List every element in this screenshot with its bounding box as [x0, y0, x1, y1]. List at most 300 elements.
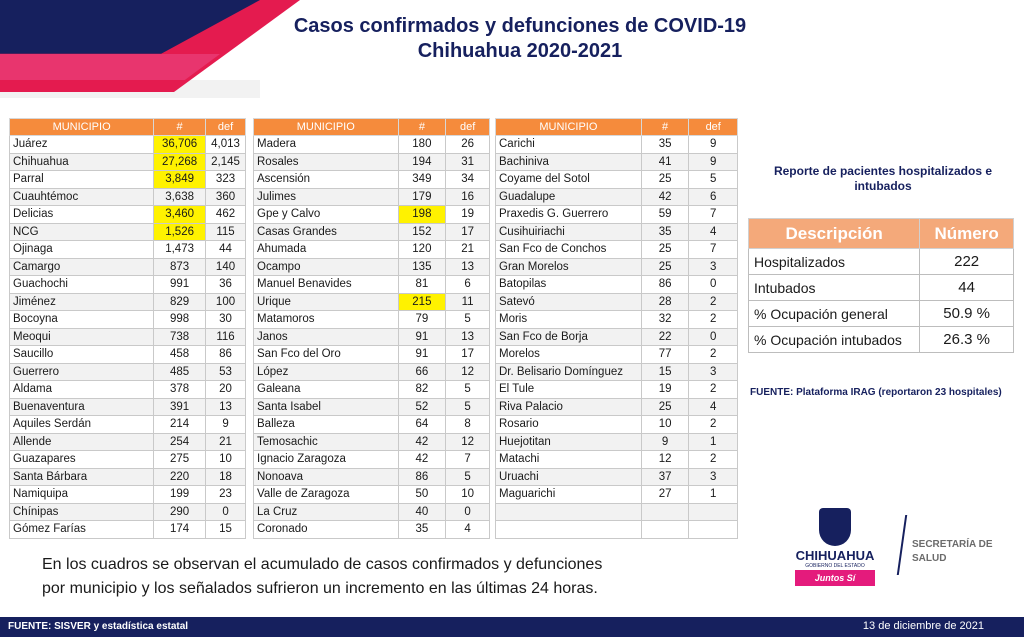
municipio-name: Batopilas — [496, 276, 642, 294]
death-count — [689, 521, 738, 539]
death-count: 100 — [206, 293, 246, 311]
case-count: 3,638 — [154, 188, 206, 206]
table-row — [10, 258, 246, 276]
case-count: 25 — [641, 171, 689, 189]
death-count: 10 — [446, 486, 490, 504]
municipio-name: Galeana — [254, 381, 399, 399]
table-row — [496, 468, 738, 486]
table-row — [10, 276, 246, 294]
case-count: 79 — [398, 311, 446, 329]
col-municipio: MUNICIPIO — [496, 119, 642, 136]
death-count: 6 — [689, 188, 738, 206]
col-def: def — [689, 119, 738, 136]
municipio-name: Valle de Zaragoza — [254, 486, 399, 504]
death-count: 10 — [206, 451, 246, 469]
table-row — [496, 276, 738, 294]
municipio-name: Maguarichi — [496, 486, 642, 504]
decor-stripe-pink — [0, 54, 220, 80]
case-count: 9 — [641, 433, 689, 451]
municipio-name: Satevó — [496, 293, 642, 311]
col-def: def — [206, 119, 246, 136]
report-value: 50.9 % — [920, 301, 1014, 327]
death-count: 16 — [446, 188, 490, 206]
death-count: 0 — [689, 328, 738, 346]
table-row — [496, 328, 738, 346]
case-count: 19 — [641, 381, 689, 399]
table-row — [496, 153, 738, 171]
report-row — [749, 327, 1014, 353]
case-count: 91 — [398, 328, 446, 346]
logo-juntos: Juntos Sí podemos — [795, 570, 875, 586]
table-header-row — [496, 119, 738, 136]
case-count: 873 — [154, 258, 206, 276]
table-header-row — [254, 119, 490, 136]
municipio-name: San Fco de Borja — [496, 328, 642, 346]
table-row — [10, 486, 246, 504]
case-count: 829 — [154, 293, 206, 311]
death-count: 2 — [689, 451, 738, 469]
table-row — [496, 241, 738, 259]
report-source: FUENTE: Plataforma IRAG (reportaron 23 hospitales) — [750, 387, 1002, 398]
death-count: 0 — [206, 503, 246, 521]
table-row — [496, 171, 738, 189]
case-count: 998 — [154, 311, 206, 329]
case-count: 36,706 — [154, 136, 206, 154]
death-count: 2 — [689, 311, 738, 329]
death-count: 0 — [689, 276, 738, 294]
logo-divider — [897, 515, 907, 575]
case-count: 35 — [641, 223, 689, 241]
municipio-name: Nonoava — [254, 468, 399, 486]
death-count: 11 — [446, 293, 490, 311]
municipio-name: Bachiniva — [496, 153, 642, 171]
municipio-name: Julimes — [254, 188, 399, 206]
case-count: 59 — [641, 206, 689, 224]
logo-sub: GOBIERNO DEL ESTADO — [805, 563, 865, 569]
death-count — [689, 503, 738, 521]
death-count: 323 — [206, 171, 246, 189]
municipio-name: Morelos — [496, 346, 642, 364]
table-row — [10, 451, 246, 469]
case-count: 1,473 — [154, 241, 206, 259]
case-count: 991 — [154, 276, 206, 294]
death-count: 2 — [689, 416, 738, 434]
municipio-name: Praxedis G. Guerrero — [496, 206, 642, 224]
case-count: 25 — [641, 398, 689, 416]
case-count: 66 — [398, 363, 446, 381]
municipio-name: Madera — [254, 136, 399, 154]
municipio-name: Jiménez — [10, 293, 154, 311]
municipio-name: Huejotitan — [496, 433, 642, 451]
death-count: 53 — [206, 363, 246, 381]
municipio-name: Coyame del Sotol — [496, 171, 642, 189]
case-count: 391 — [154, 398, 206, 416]
death-count: 2,145 — [206, 153, 246, 171]
case-count: 179 — [398, 188, 446, 206]
municipio-name: Ascensión — [254, 171, 399, 189]
municipio-name: Allende — [10, 433, 154, 451]
table-row — [496, 503, 738, 521]
secretaria-salud — [912, 538, 993, 566]
report-heading: Reporte de pacientes hospitalizados e intubados — [773, 164, 993, 193]
table-row — [254, 153, 490, 171]
death-count: 4 — [446, 521, 490, 539]
table-row — [254, 486, 490, 504]
table-row — [10, 188, 246, 206]
report-label: Intubados — [749, 275, 920, 301]
table-row — [10, 206, 246, 224]
case-count: 25 — [641, 241, 689, 259]
case-count: 1,526 — [154, 223, 206, 241]
table-row — [10, 241, 246, 259]
case-count: 41 — [641, 153, 689, 171]
shield-icon — [819, 508, 851, 546]
municipio-name: Guerrero — [10, 363, 154, 381]
secretaria-line-1: SECRETARÍA DE — [912, 539, 993, 550]
death-count: 9 — [689, 136, 738, 154]
death-count: 26 — [446, 136, 490, 154]
case-count — [641, 521, 689, 539]
case-count: 12 — [641, 451, 689, 469]
municipio-name: Chihuahua — [10, 153, 154, 171]
table-row — [254, 521, 490, 539]
case-count: 32 — [641, 311, 689, 329]
table-row — [254, 206, 490, 224]
page-title — [250, 14, 790, 64]
death-count: 2 — [689, 346, 738, 364]
report-row — [749, 275, 1014, 301]
municipio-name: Casas Grandes — [254, 223, 399, 241]
case-count: 37 — [641, 468, 689, 486]
death-count: 17 — [446, 346, 490, 364]
report-label: % Ocupación general — [749, 301, 920, 327]
table-row — [254, 188, 490, 206]
table-row — [496, 223, 738, 241]
case-count: 485 — [154, 363, 206, 381]
footer-date: 13 de diciembre de 2021 — [862, 620, 984, 632]
case-count: 77 — [641, 346, 689, 364]
municipio-name: Delicias — [10, 206, 154, 224]
municipio-name: Juárez — [10, 136, 154, 154]
report-value: 222 — [920, 249, 1014, 275]
logo-brand: CHIHUAHUA — [795, 548, 875, 563]
municipio-name: Ahumada — [254, 241, 399, 259]
municipio-name: Cusihuiriachi — [496, 223, 642, 241]
municipio-name: San Fco del Oro — [254, 346, 399, 364]
table-row — [254, 503, 490, 521]
case-count: 28 — [641, 293, 689, 311]
municipio-name: Namiquipa — [10, 486, 154, 504]
table-row — [496, 381, 738, 399]
col-cases: # — [154, 119, 206, 136]
municipio-name: Ojinaga — [10, 241, 154, 259]
table-row — [10, 328, 246, 346]
case-count: 3,849 — [154, 171, 206, 189]
case-count: 180 — [398, 136, 446, 154]
table-row — [254, 346, 490, 364]
municipio-name: La Cruz — [254, 503, 399, 521]
note-text — [42, 553, 602, 601]
death-count: 2 — [689, 293, 738, 311]
death-count: 115 — [206, 223, 246, 241]
death-count: 360 — [206, 188, 246, 206]
death-count: 140 — [206, 258, 246, 276]
death-count: 34 — [446, 171, 490, 189]
report-col-desc: Descripción — [749, 219, 920, 249]
municipio-name: Matachi — [496, 451, 642, 469]
death-count: 5 — [446, 468, 490, 486]
municipio-name: Guazapares — [10, 451, 154, 469]
table-row — [496, 136, 738, 154]
table-row — [10, 416, 246, 434]
municipio-name: El Tule — [496, 381, 642, 399]
report-table — [748, 218, 1014, 353]
case-count: 82 — [398, 381, 446, 399]
municipio-name: Aquiles Serdán — [10, 416, 154, 434]
case-count: 42 — [641, 188, 689, 206]
case-count: 214 — [154, 416, 206, 434]
death-count: 5 — [446, 311, 490, 329]
table-row — [496, 451, 738, 469]
case-count — [641, 503, 689, 521]
municipio-table-3 — [495, 118, 738, 539]
death-count: 3 — [689, 468, 738, 486]
table-row — [496, 398, 738, 416]
case-count: 52 — [398, 398, 446, 416]
report-value: 44 — [920, 275, 1014, 301]
report-value: 26.3 % — [920, 327, 1014, 353]
municipio-name: Carichi — [496, 136, 642, 154]
table-row — [254, 433, 490, 451]
death-count: 4 — [689, 398, 738, 416]
table-row — [10, 136, 246, 154]
death-count: 12 — [446, 363, 490, 381]
death-count: 1 — [689, 486, 738, 504]
death-count: 116 — [206, 328, 246, 346]
municipio-name: Moris — [496, 311, 642, 329]
col-municipio: MUNICIPIO — [10, 119, 154, 136]
municipio-table-2 — [253, 118, 490, 539]
municipio-name: Guachochi — [10, 276, 154, 294]
death-count: 4 — [689, 223, 738, 241]
death-count: 1 — [689, 433, 738, 451]
case-count: 42 — [398, 433, 446, 451]
case-count: 10 — [641, 416, 689, 434]
case-count: 3,460 — [154, 206, 206, 224]
note-line-2: por municipio y los señalados sufrieron un incremento en las últimas 24 horas. — [42, 580, 598, 597]
case-count: 275 — [154, 451, 206, 469]
table-row — [496, 258, 738, 276]
municipio-name: Matamoros — [254, 311, 399, 329]
table-row — [10, 521, 246, 539]
table-row — [254, 451, 490, 469]
table-row — [10, 153, 246, 171]
municipio-name: Santa Isabel — [254, 398, 399, 416]
table-row — [254, 258, 490, 276]
report-row — [749, 301, 1014, 327]
case-count: 378 — [154, 381, 206, 399]
table-row — [496, 416, 738, 434]
table-row — [496, 188, 738, 206]
death-count: 7 — [689, 206, 738, 224]
case-count: 349 — [398, 171, 446, 189]
death-count: 9 — [206, 416, 246, 434]
municipio-name: Gómez Farías — [10, 521, 154, 539]
title-line-2: Chihuahua 2020-2021 — [417, 40, 623, 62]
case-count: 35 — [398, 521, 446, 539]
case-count: 254 — [154, 433, 206, 451]
death-count: 13 — [446, 328, 490, 346]
case-count: 174 — [154, 521, 206, 539]
death-count: 12 — [446, 433, 490, 451]
footer-bar — [0, 617, 1024, 637]
municipio-name: Saucillo — [10, 346, 154, 364]
case-count: 22 — [641, 328, 689, 346]
table-row — [10, 171, 246, 189]
case-count: 458 — [154, 346, 206, 364]
death-count: 7 — [689, 241, 738, 259]
death-count: 21 — [446, 241, 490, 259]
death-count: 31 — [446, 153, 490, 171]
municipio-name: Aldama — [10, 381, 154, 399]
death-count: 44 — [206, 241, 246, 259]
municipio-table-1 — [9, 118, 246, 539]
municipio-name — [496, 521, 642, 539]
death-count: 21 — [206, 433, 246, 451]
case-count: 27 — [641, 486, 689, 504]
report-header-row — [749, 219, 1014, 249]
table-row — [496, 363, 738, 381]
table-row — [496, 521, 738, 539]
table-row — [10, 398, 246, 416]
case-count: 194 — [398, 153, 446, 171]
case-count: 120 — [398, 241, 446, 259]
case-count: 86 — [641, 276, 689, 294]
case-count: 42 — [398, 451, 446, 469]
table-row — [10, 311, 246, 329]
case-count: 15 — [641, 363, 689, 381]
case-count: 152 — [398, 223, 446, 241]
col-cases: # — [641, 119, 689, 136]
municipio-name: Dr. Belisario Domínguez — [496, 363, 642, 381]
case-count: 50 — [398, 486, 446, 504]
chihuahua-logo — [795, 508, 875, 599]
case-count: 64 — [398, 416, 446, 434]
table-row — [254, 241, 490, 259]
death-count: 2 — [689, 381, 738, 399]
table-row — [254, 416, 490, 434]
death-count: 20 — [206, 381, 246, 399]
table-row — [10, 468, 246, 486]
death-count: 8 — [446, 416, 490, 434]
report-col-num: Número — [920, 219, 1014, 249]
case-count: 198 — [398, 206, 446, 224]
municipio-name: Buenaventura — [10, 398, 154, 416]
table-row — [10, 293, 246, 311]
municipio-name: Balleza — [254, 416, 399, 434]
death-count: 86 — [206, 346, 246, 364]
report-label: % Ocupación intubados — [749, 327, 920, 353]
municipio-name: Riva Palacio — [496, 398, 642, 416]
death-count: 5 — [689, 171, 738, 189]
death-count: 3 — [689, 258, 738, 276]
table-row — [496, 311, 738, 329]
table-row — [254, 171, 490, 189]
table-row — [254, 293, 490, 311]
municipio-name: Janos — [254, 328, 399, 346]
table-row — [10, 381, 246, 399]
table-header-row — [10, 119, 246, 136]
death-count: 17 — [446, 223, 490, 241]
death-count: 4,013 — [206, 136, 246, 154]
case-count: 86 — [398, 468, 446, 486]
death-count: 13 — [206, 398, 246, 416]
title-line-1: Casos confirmados y defunciones de COVID-19 — [293, 15, 747, 37]
death-count: 36 — [206, 276, 246, 294]
case-count: 35 — [641, 136, 689, 154]
table-row — [10, 346, 246, 364]
case-count: 25 — [641, 258, 689, 276]
municipio-name: Bocoyna — [10, 311, 154, 329]
case-count: 27,268 — [154, 153, 206, 171]
table-row — [496, 293, 738, 311]
table-row — [254, 468, 490, 486]
death-count: 19 — [446, 206, 490, 224]
case-count: 40 — [398, 503, 446, 521]
death-count: 462 — [206, 206, 246, 224]
municipio-name: Chínipas — [10, 503, 154, 521]
table-row — [254, 381, 490, 399]
table-row — [254, 398, 490, 416]
death-count: 15 — [206, 521, 246, 539]
case-count: 215 — [398, 293, 446, 311]
municipio-name: Coronado — [254, 521, 399, 539]
municipio-name: Manuel Benavides — [254, 276, 399, 294]
case-count: 738 — [154, 328, 206, 346]
death-count: 6 — [446, 276, 490, 294]
municipio-name: Uruachi — [496, 468, 642, 486]
death-count: 5 — [446, 398, 490, 416]
municipio-name: Meoqui — [10, 328, 154, 346]
municipio-name: Ocampo — [254, 258, 399, 276]
death-count: 18 — [206, 468, 246, 486]
death-count: 30 — [206, 311, 246, 329]
municipio-name: Gran Morelos — [496, 258, 642, 276]
table-row — [254, 311, 490, 329]
case-count: 81 — [398, 276, 446, 294]
table-row — [254, 276, 490, 294]
municipio-name: Urique — [254, 293, 399, 311]
death-count: 0 — [446, 503, 490, 521]
report-row — [749, 249, 1014, 275]
note-line-1: En los cuadros se observan el acumulado de casos confirmados y defunciones — [42, 556, 603, 573]
municipio-name — [496, 503, 642, 521]
municipio-name: Gpe y Calvo — [254, 206, 399, 224]
col-def: def — [446, 119, 490, 136]
death-count: 7 — [446, 451, 490, 469]
case-count: 199 — [154, 486, 206, 504]
table-row — [496, 346, 738, 364]
table-row — [254, 223, 490, 241]
col-cases: # — [398, 119, 446, 136]
municipio-name: Rosario — [496, 416, 642, 434]
municipio-name: López — [254, 363, 399, 381]
secretaria-line-2: SALUD — [912, 553, 947, 564]
table-row — [10, 503, 246, 521]
footer-source: FUENTE: SISVER y estadística estatal — [8, 621, 189, 632]
table-row — [496, 206, 738, 224]
report-label: Hospitalizados — [749, 249, 920, 275]
